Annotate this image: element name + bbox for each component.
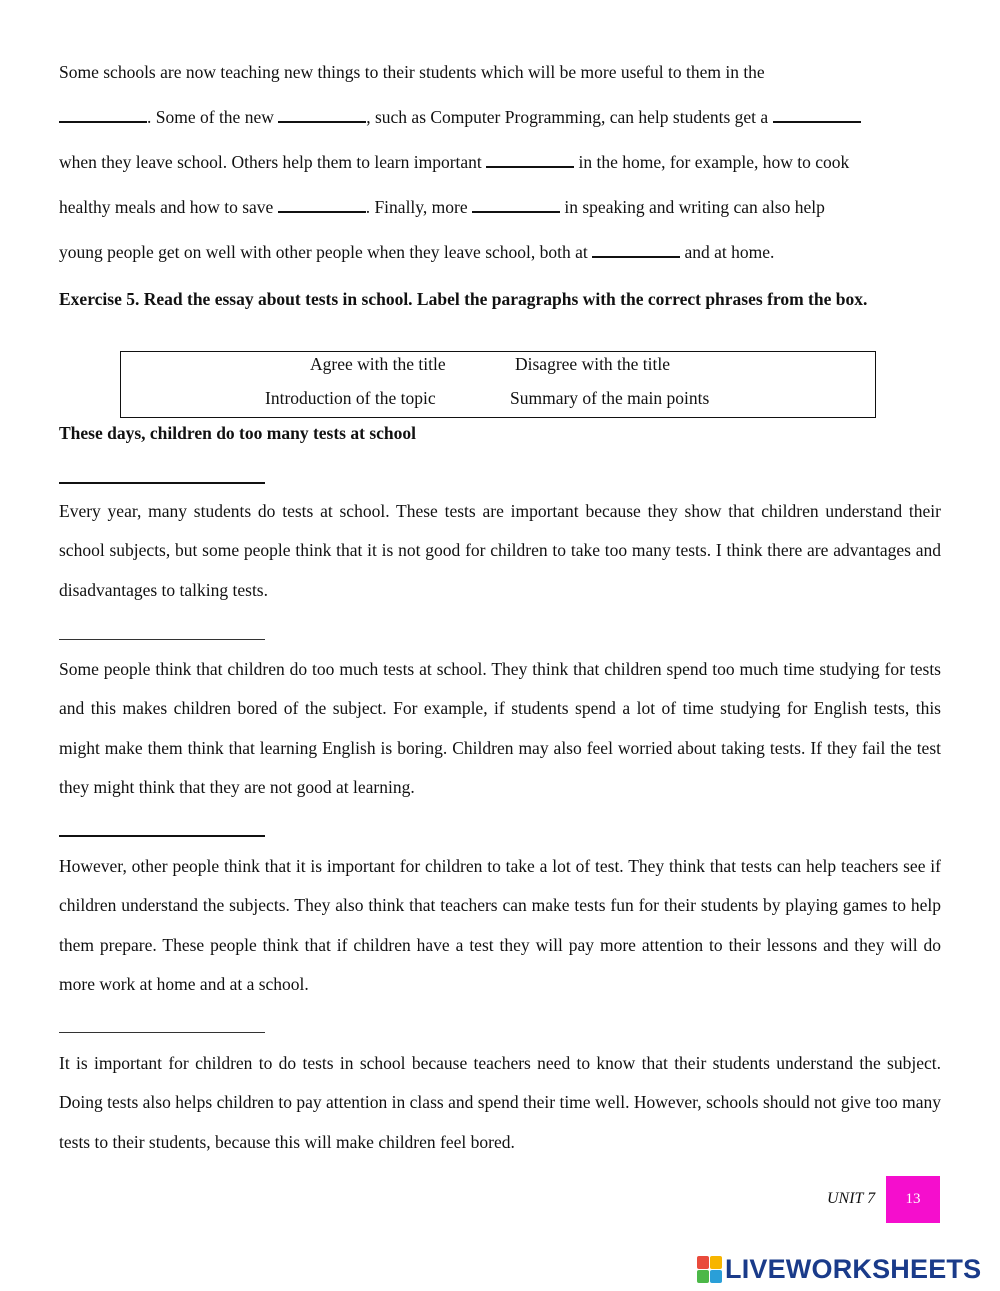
phrase-agree: Agree with the title bbox=[310, 354, 446, 374]
fill-in-passage bbox=[59, 50, 941, 275]
paragraph-label-line-4[interactable] bbox=[59, 1032, 265, 1033]
essay-title: These days, children do too many tests at school bbox=[59, 423, 416, 443]
logo-text: LIVEWORKSHEETS bbox=[725, 1253, 982, 1284]
answer-blank-3[interactable] bbox=[773, 107, 861, 123]
worksheet-page bbox=[59, 0, 941, 1291]
logo-block-icon bbox=[710, 1270, 722, 1283]
answer-blank-5[interactable] bbox=[278, 197, 366, 213]
passage-text: in the home, for example, how to cook bbox=[578, 152, 850, 172]
answer-blank-7[interactable] bbox=[592, 242, 680, 258]
passage-text: when they leave school. Others help them to learn important bbox=[59, 152, 482, 172]
logo-block-icon bbox=[697, 1270, 709, 1283]
passage-text: Some schools are now teaching new things to their students which will be more useful to them in the bbox=[59, 62, 765, 82]
phrase-box bbox=[120, 351, 876, 418]
logo-block-icon bbox=[710, 1256, 722, 1269]
passage-text: in speaking and writing can also help bbox=[564, 197, 825, 217]
exercise-title: Exercise 5. Read the essay about tests in school. Label the paragraphs with the correct phrases from the box. bbox=[59, 289, 868, 309]
unit-label: UNIT 7 bbox=[827, 1190, 876, 1207]
paragraph-label-line-1[interactable] bbox=[59, 482, 265, 484]
answer-blank-6[interactable] bbox=[472, 197, 560, 213]
paragraph-label-line-3[interactable] bbox=[59, 835, 265, 837]
answer-blank-4[interactable] bbox=[486, 152, 574, 168]
logo-blocks-icon bbox=[697, 1256, 722, 1283]
passage-text: young people get on well with other people when they leave school, both at bbox=[59, 242, 588, 262]
passage-text: and at home. bbox=[684, 242, 775, 262]
liveworksheets-logo bbox=[697, 1255, 981, 1283]
phrase-disagree: Disagree with the title bbox=[515, 354, 671, 374]
passage-text: . Some of the new bbox=[147, 107, 274, 127]
passage-text: . Finally, more bbox=[365, 197, 468, 217]
essay-paragraph-3: However, other people think that it is important for children to take a lot of test. They think that tests can help teachers see if children understand the subjects. They also think that teachers can make tests fun for their students by playing games to help them prepare. These people think that if children have a test they will pay more attention to their lessons and they will do more work at home and at a school. bbox=[59, 856, 941, 994]
passage-text: , such as Computer Programming, can help students get a bbox=[366, 107, 769, 127]
paragraph-label-line-2[interactable] bbox=[59, 639, 265, 640]
essay-paragraph-4: It is important for children to do tests in school because teachers need to know that their students understand the subject. Doing tests also helps children to pay attention in class and spend their time well. However, schools should not give too many tests to their students, because this will make children feel bored. bbox=[59, 1053, 941, 1152]
phrase-introduction: Introduction of the topic bbox=[265, 388, 436, 408]
passage-text: healthy meals and how to save bbox=[59, 197, 274, 217]
answer-blank-1[interactable] bbox=[59, 107, 147, 123]
phrase-summary: Summary of the main points bbox=[510, 388, 710, 408]
essay-paragraph-2: Some people think that children do too much tests at school. They think that children spend too much time studying for tests and this makes children bored of the subject. For example, if students spend a lot of time studying for English tests, this might make them think that learning English is boring. Children may also feel worried about taking tests. If they fail the test they might think that they are not good at learning. bbox=[59, 659, 941, 797]
logo-block-icon bbox=[697, 1256, 709, 1269]
essay-paragraph-1: Every year, many students do tests at school. These tests are important because they show that children understand their school subjects, but some people think that it is not good for children to take too many tests. I think there are advantages and disadvantages to talking tests. bbox=[59, 501, 941, 600]
page-number: 13 bbox=[905, 1191, 921, 1207]
answer-blank-2[interactable] bbox=[278, 107, 366, 123]
page-number-badge bbox=[886, 1176, 940, 1223]
